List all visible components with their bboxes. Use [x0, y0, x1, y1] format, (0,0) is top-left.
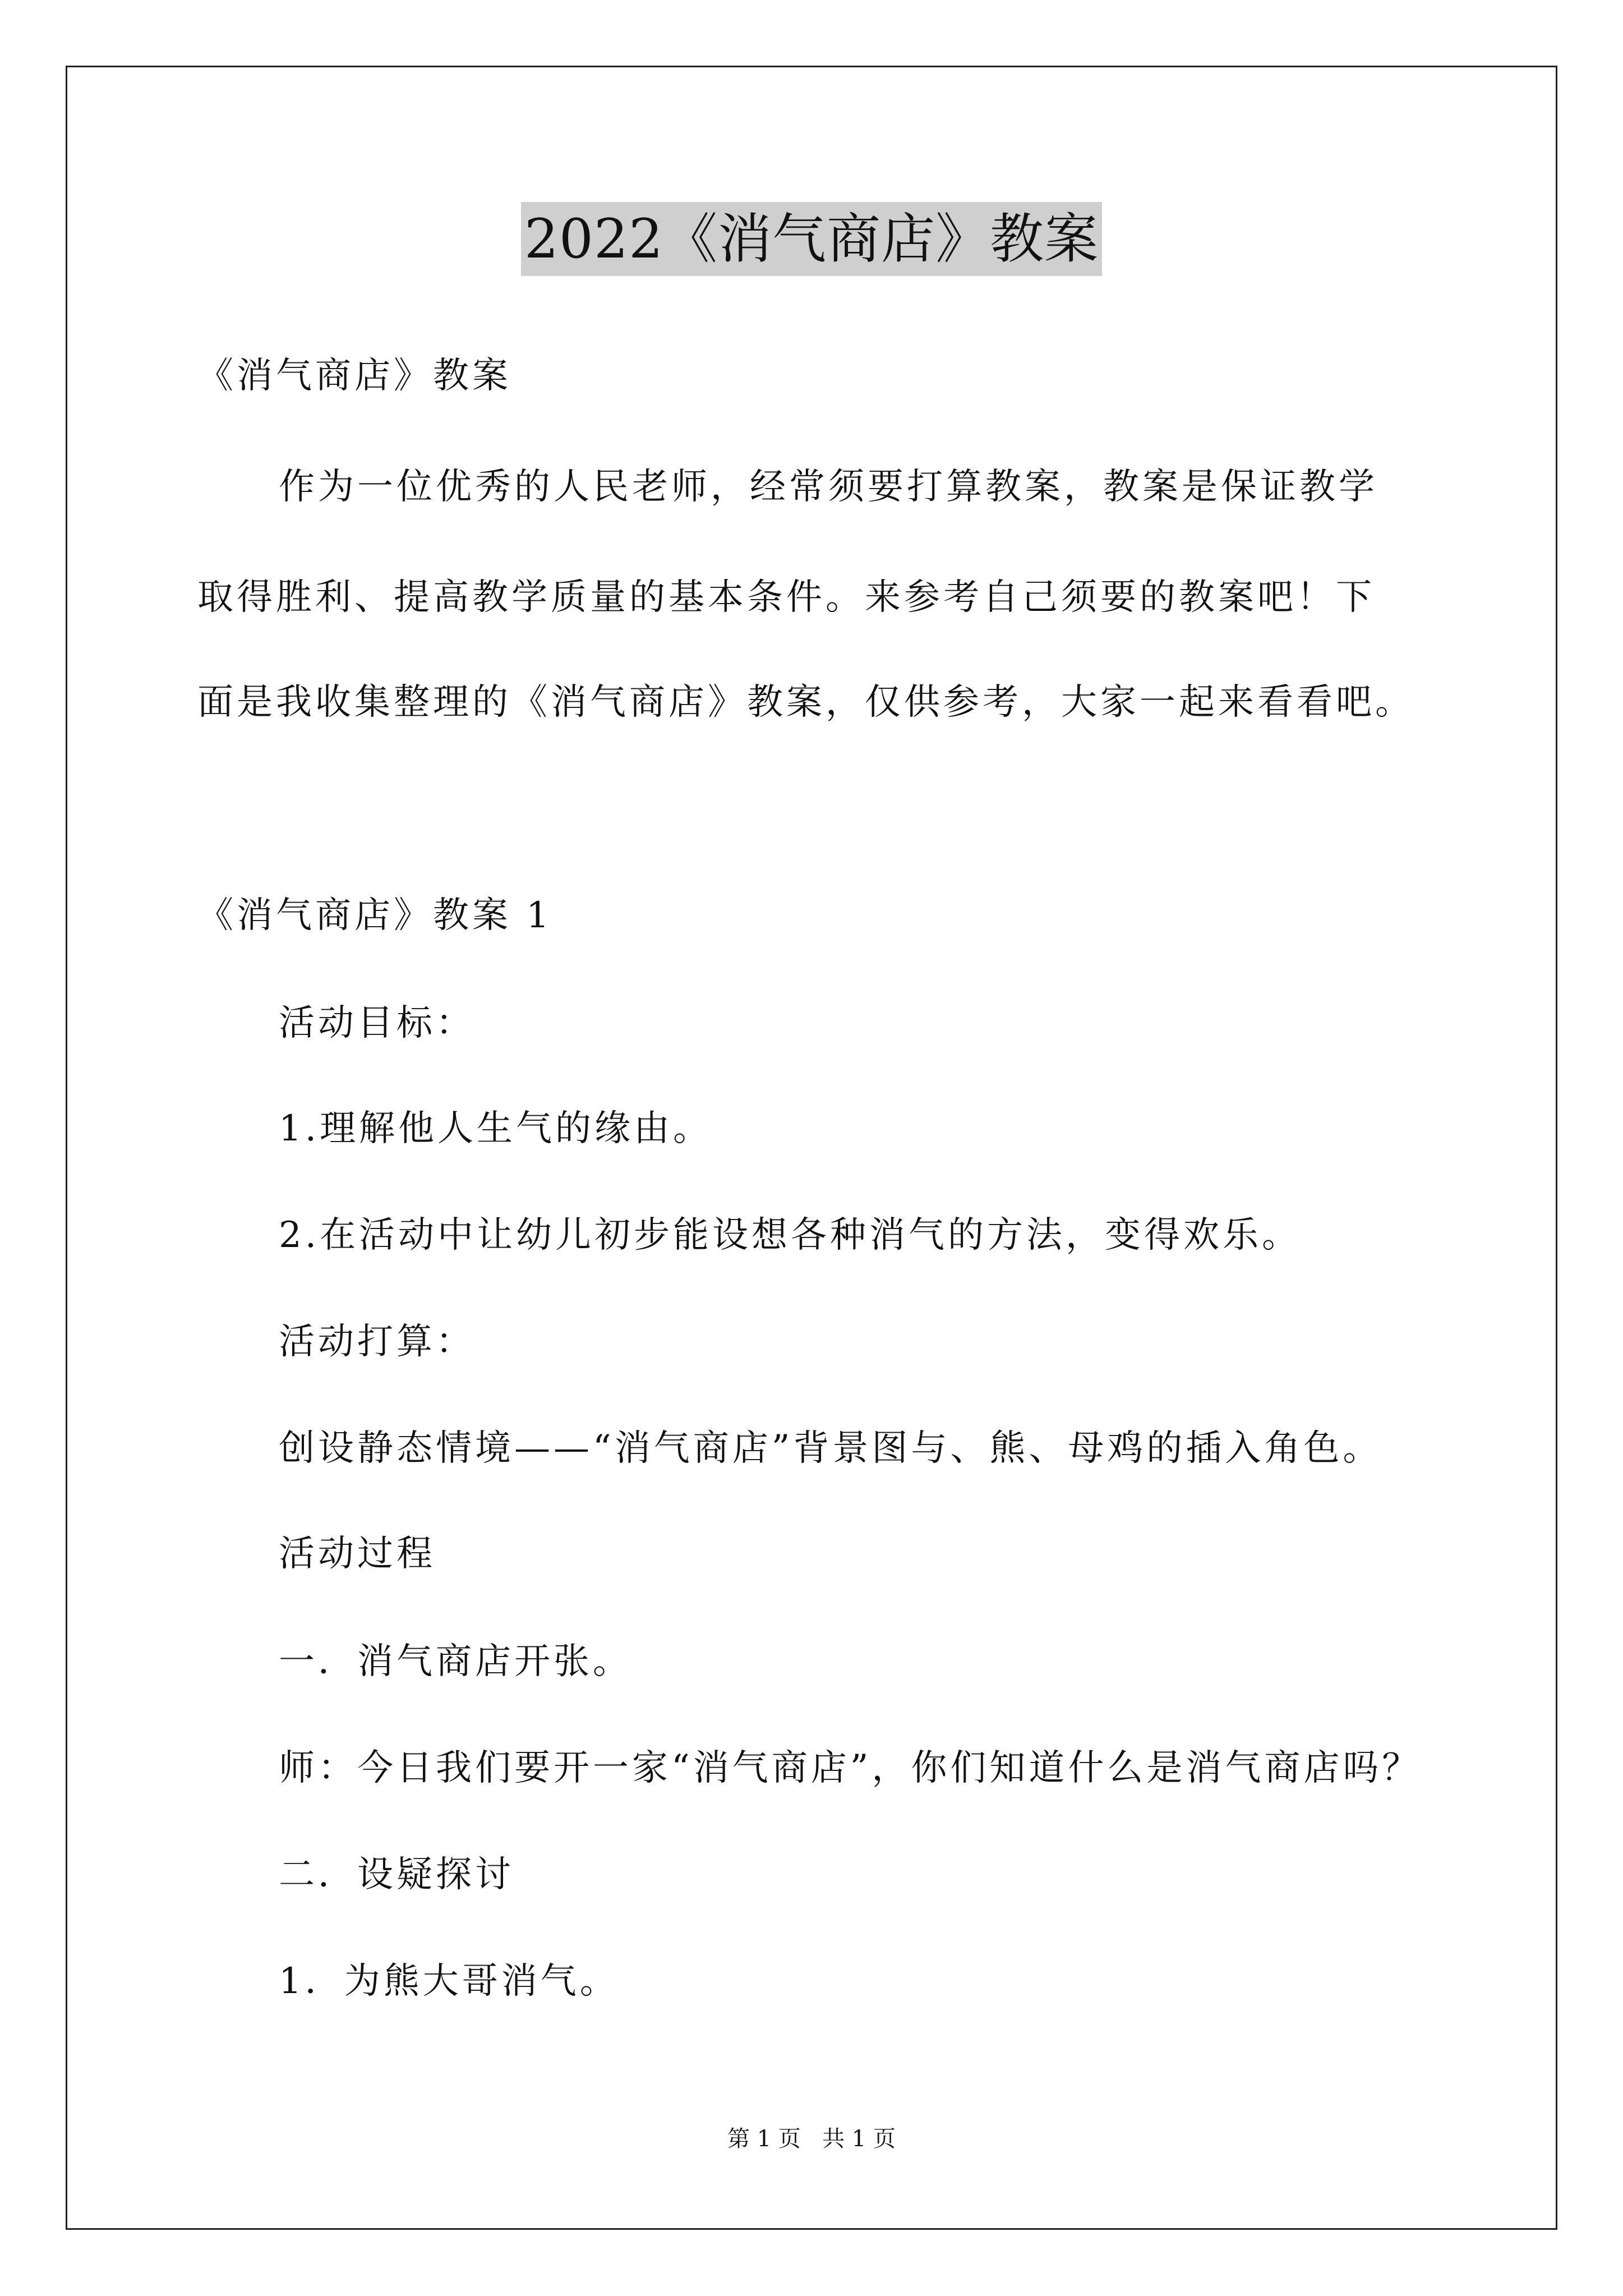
body-line: 二．设疑探讨 — [279, 1854, 514, 1895]
intro-paragraph-line: 面是我收集整理的《消气商店》教案，仅供参考，大家一起来看看吧。 — [197, 682, 1414, 723]
section-heading: 《消气商店》教案 1 — [197, 895, 553, 936]
body-line: 1．为熊大哥消气。 — [279, 1961, 619, 2002]
body-line: 活动目标： — [279, 1002, 475, 1044]
intro-heading: 《消气商店》教案 — [197, 355, 511, 397]
intro-paragraph-line: 取得胜利、提高教学质量的基本条件。来参考自己须要的教案吧！下 — [197, 577, 1375, 618]
document-title: 2022《消气商店》教案 — [521, 202, 1102, 276]
intro-paragraph-line: 作为一位优秀的人民老师，经常须要打算教案，教案是保证教学 — [279, 466, 1378, 508]
page-footer: 第 1 页 共 1 页 — [727, 2126, 896, 2152]
body-line: 1.理解他人生气的缘由。 — [279, 1108, 713, 1149]
body-line: 2.在活动中让幼儿初步能设想各种消气的方法，变得欢乐。 — [279, 1214, 1302, 1256]
title-container — [0, 202, 1623, 276]
body-line: 创设静态情境——“消气商店”背景图与、熊、母鸡的插入角色。 — [279, 1428, 1382, 1469]
body-line: 师：今日我们要开一家“消气商店”，你们知道什么是消气商店吗？ — [279, 1747, 1422, 1789]
body-line: 活动打算： — [279, 1321, 475, 1363]
body-line: 活动过程 — [279, 1533, 436, 1575]
body-line: 一．消气商店开张。 — [279, 1641, 632, 1682]
